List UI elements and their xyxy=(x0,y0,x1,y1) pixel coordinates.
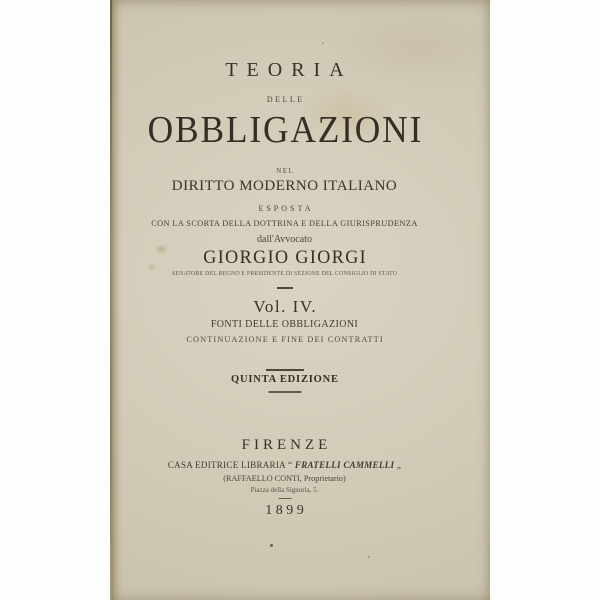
volume-label: Vol. IV. xyxy=(253,297,318,316)
proprietor-line: (RAFFAELLO CONTI, Proprietario) xyxy=(223,474,346,483)
book-title-word-1: TEORIA xyxy=(225,59,353,81)
volume-subtitle: FONTI DELLE OBBLIGAZIONI xyxy=(210,319,359,330)
author-titles: SENATORE DEL REGNO E PRESIDENTE DI SEZIONE DEL CONSIGLIO DI STATO xyxy=(171,271,398,277)
author-name: GIORGIO GIORGI xyxy=(203,247,368,268)
publisher-close-quote: „ xyxy=(396,460,402,470)
edition-label: QUINTA EDIZIONE xyxy=(231,374,339,385)
title-text-column xyxy=(110,0,459,600)
publication-year: 1899 xyxy=(265,503,308,518)
publisher-open-quote: “ xyxy=(288,460,293,470)
subtitle-connector: NEL xyxy=(276,167,295,175)
subtitle-scorta: CON LA SCORTA DELLA DOTTRINA E DELLA GIURISPRUDENZA xyxy=(151,219,418,228)
edition-rule-top xyxy=(266,369,304,371)
divider-dash xyxy=(277,287,293,289)
author-prefix: dall'Avvocato xyxy=(257,234,312,245)
imprint-city: FIRENZE xyxy=(241,437,332,453)
publisher-name: FRATELLI CAMMELLI xyxy=(294,460,395,470)
book-title-page xyxy=(110,0,490,600)
publisher-prefix: CASA EDITRICE LIBRARIA xyxy=(167,460,286,470)
book-title-connector: DELLE xyxy=(266,95,305,104)
year-dash xyxy=(278,498,291,499)
publisher-address: Piazza della Signoria, 5. xyxy=(250,486,319,494)
volume-subtitle-2: CONTINUAZIONE E FINE DEI CONTRATTI xyxy=(186,335,384,344)
book-subtitle: DIRITTO MODERNO ITALIANO xyxy=(171,178,398,194)
book-title-word-2: OBBLIGAZIONI xyxy=(147,109,424,151)
edition-rule-bottom xyxy=(268,391,301,393)
subtitle-exposta: ESPOSTA xyxy=(258,204,314,213)
publisher-line xyxy=(110,461,459,470)
